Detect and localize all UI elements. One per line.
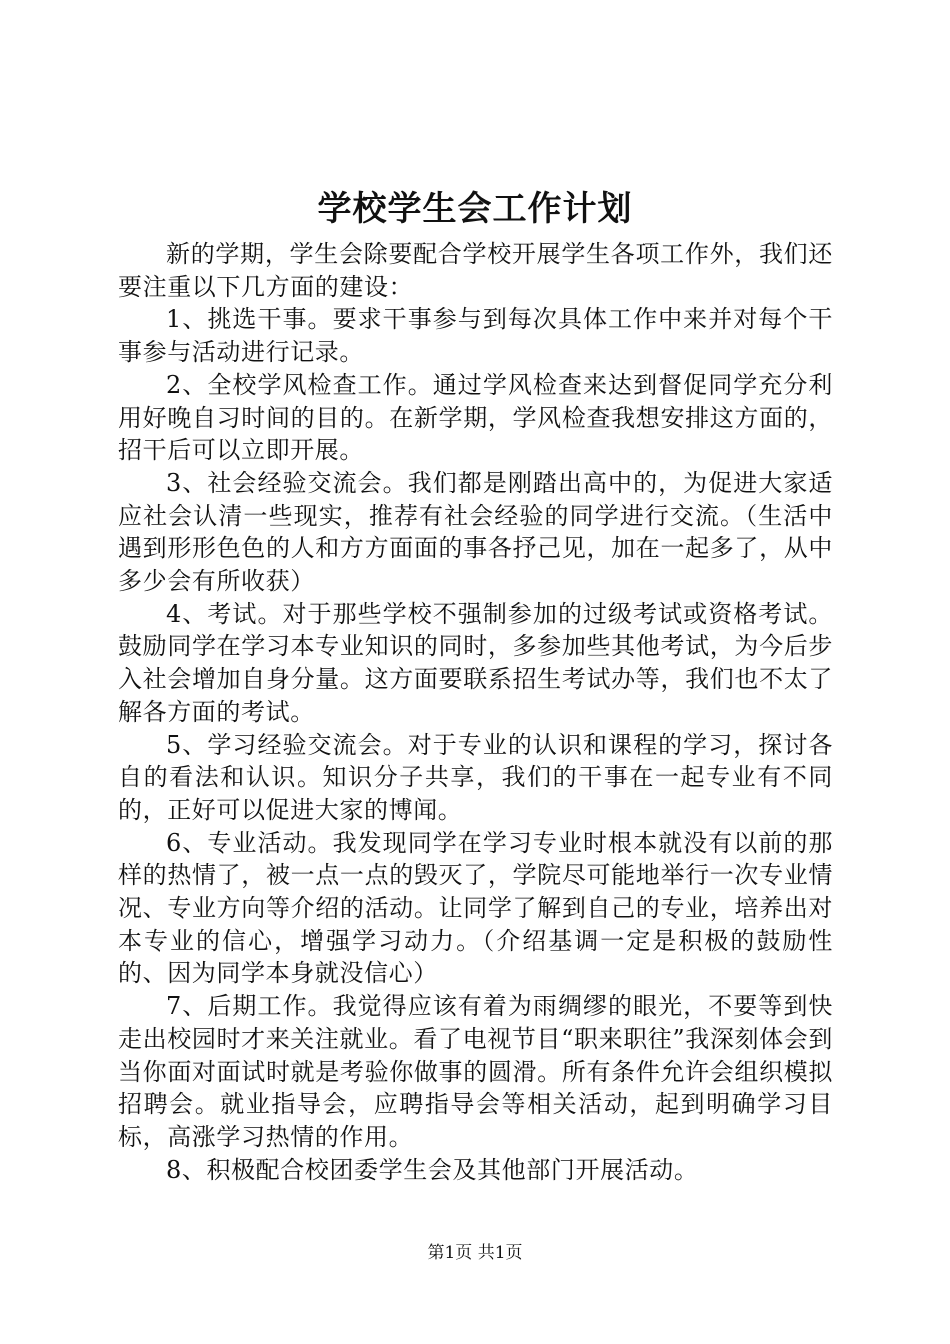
page-number-footer: 第1页 共1页 xyxy=(427,1243,523,1263)
document-body xyxy=(118,238,833,1186)
paragraph-item-7: 7、后期工作。我觉得应该有着为雨绸缪的眼光，不要等到快走出校园时才来关注就业。看了电视节目“职来职往”我深刻体会到当你面对面试时就是考验你做事的圆滑。所有条件允许会组织模拟招聘会。就业指导会，应聘指导会等相关活动，起到明确学习目标，高涨学习热情的作用。 xyxy=(118,992,833,1151)
document-title: 学校学生会工作计划 xyxy=(317,189,633,229)
paragraph-item-4: 4、考试。对于那些学校不强制参加的过级考试或资格考试。鼓励同学在学习本专业知识的同时，多参加些其他考试，为今后步入社会增加自身分量。这方面要联系招生考试办等，我们也不太了解各方面的考试。 xyxy=(118,599,833,726)
paragraph-intro: 新的学期，学生会除要配合学校开展学生各项工作外，我们还要注重以下几方面的建设： xyxy=(118,240,833,301)
paragraph-item-3: 3、社会经验交流会。我们都是刚踏出高中的，为促进大家适应社会认清一些现实，推荐有社会经验的同学进行交流。（生活中遇到形形色色的人和方方面面的事各抒己见，加在一起多了，从中多少会有所收获） xyxy=(118,468,833,596)
paragraph-item-6: 6、专业活动。我发现同学在学习专业时根本就没有以前的那样的热情了，被一点一点的毁灭了，学院尽可能地举行一次专业情况、专业方向等介绍的活动。让同学了解到自己的专业，培养出对本专业的信心，增强学习动力。（介绍基调一定是积极的鼓励性的、因为同学本身就没信心） xyxy=(118,828,833,988)
paragraph-item-5: 5、学习经验交流会。对于专业的认识和课程的学习，探讨各自的看法和认识。知识分子共享，我们的干事在一起专业有不同的，正好可以促进大家的博闻。 xyxy=(118,730,833,824)
paragraph-item-8: 8、积极配合校团委学生会及其他部门开展活动。 xyxy=(166,1155,699,1184)
paragraph-item-1: 1、挑选干事。要求干事参与到每次具体工作中来并对每个干事参与活动进行记录。 xyxy=(118,305,833,367)
paragraph-item-2: 2、全校学风检查工作。通过学风检查来达到督促同学充分利用好晚自习时间的目的。在新学期，学风检查我想安排这方面的，招干后可以立即开展。 xyxy=(118,370,833,465)
